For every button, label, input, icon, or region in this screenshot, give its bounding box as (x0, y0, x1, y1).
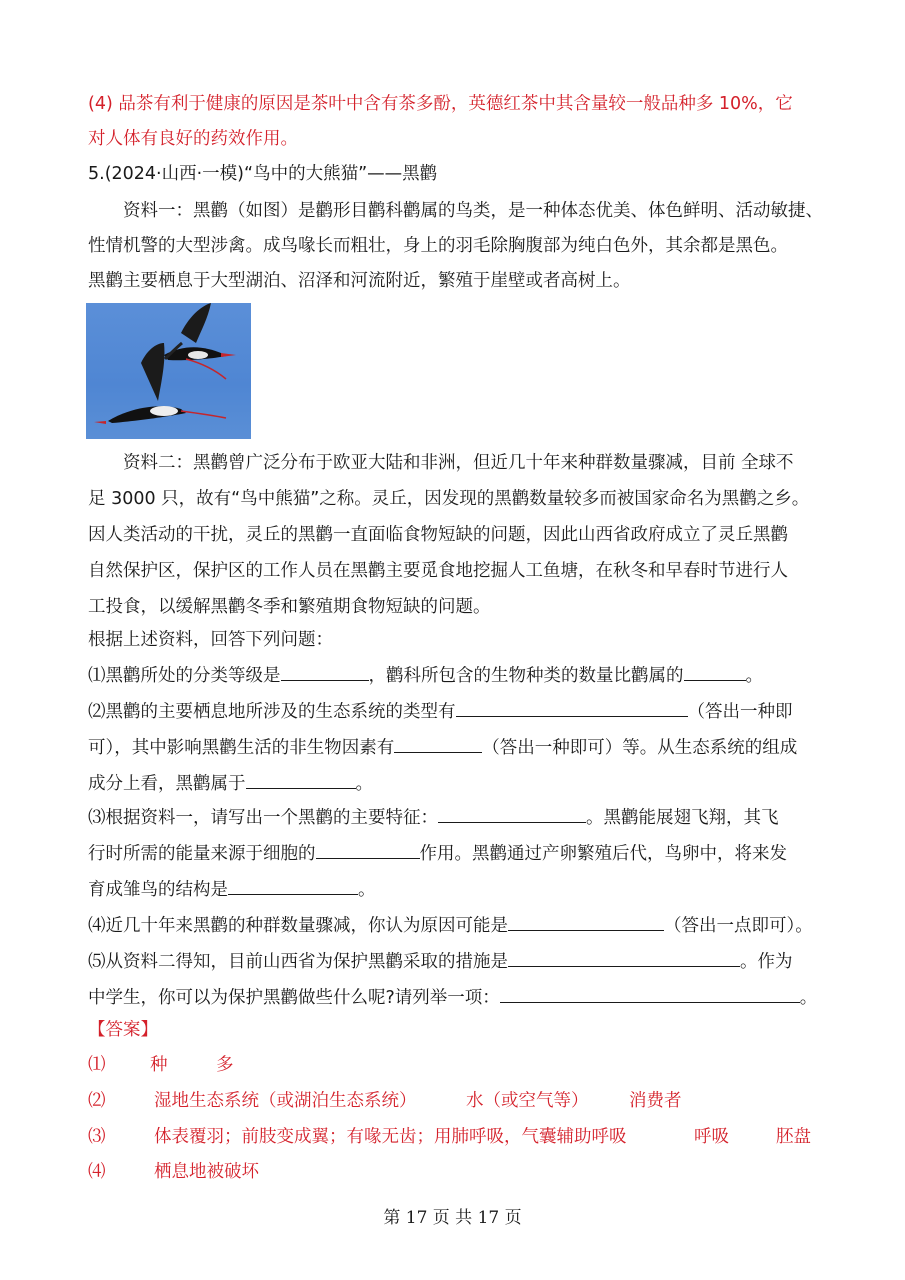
q5-blank-1[interactable] (508, 948, 740, 967)
q5-blank-2[interactable] (500, 984, 800, 1003)
material-two-line-4: 自然保护区，保护区的工作人员在黑鹳主要觅食地挖掘人工鱼塘，在秋冬和早春时节进行人 (88, 561, 788, 581)
answer-row-3-item-1: 体表覆羽；前肢变成翼；有喙无齿；用肺呼吸，气囊辅助呼吸 (154, 1127, 627, 1147)
q5-text-c: 中学生，你可以为保护黑鹳做些什么呢?请列举一项： (88, 988, 500, 1008)
material-one-line-2: 性情机警的大型涉禽。成鸟喙长而粗壮，身上的羽毛除胸腹部为纯白色外，其余都是黑色。 (88, 236, 788, 256)
upper-stork (164, 303, 236, 379)
q1-text-c: 。 (745, 666, 763, 686)
q1-blank-1[interactable] (281, 662, 369, 681)
subquestion-3-line-3 (88, 876, 823, 902)
material-two-line-5: 工投食，以缓解黑鹳冬季和繁殖期食物短缺的问题。 (88, 597, 491, 617)
subquestion-5-line-1 (88, 948, 823, 974)
answer-row-2-item-1: 湿地生态系统（或湖泊生态系统） (154, 1091, 417, 1111)
subquestion-2-line-2 (88, 734, 823, 760)
answer-row-2-item-2: 水（或空气等） (466, 1091, 589, 1111)
q3-text-b: 。黑鹳能展翅飞翔，其飞 (586, 808, 779, 828)
answer-title: 【答案】 (88, 1020, 158, 1040)
question-header: 5.(2024·山西·一模)“鸟中的大熊猫”——黑鹳 (88, 164, 438, 184)
answer-row-3-number: ⑶ (88, 1127, 106, 1147)
instruction-line: 根据上述资料，回答下列问题： (88, 630, 333, 650)
subquestion-1 (88, 662, 823, 688)
answer-row-3-item-3: 胚盘 (776, 1127, 811, 1147)
page-footer: 第 17 页 共 17 页 (383, 1208, 522, 1228)
subquestion-2-line-1 (88, 698, 823, 724)
q4-text-a: ⑷近几十年来黑鹳的种群数量骤减，你认为原因可能是 (88, 916, 508, 936)
subquestion-3-line-2 (88, 840, 823, 866)
q4-text-b: （答出一点即可）。 (664, 916, 813, 936)
subquestion-3-line-1 (88, 804, 823, 830)
material-one-line-1: 资料一：黑鹳（如图）是鹳形目鹳科鹳属的鸟类，是一种体态优美、体色鲜明、活动敏捷、 (123, 201, 823, 221)
q2-blank-1[interactable] (456, 698, 688, 717)
q5-text-d: 。 (799, 988, 818, 1008)
prev-answer-line-2: 对人体有良好的药效作用。 (88, 129, 298, 149)
material-two-line-1: 资料二：黑鹳曾广泛分布于欧亚大陆和非洲，但近几十年来种群数量骤减，目前 全球不 (123, 453, 794, 473)
q2-text-c: 可），其中影响黑鹳生活的非生物因素有 (88, 738, 395, 758)
answer-row-4-number: ⑷ (88, 1162, 106, 1182)
q3-text-e: 育成雏鸟的结构是 (88, 880, 228, 900)
answer-row-2-number: ⑵ (88, 1091, 106, 1111)
q3-text-a: ⑶根据资料一，请写出一个黑鹳的主要特征： (88, 808, 438, 828)
answer-row-4-item-1: 栖息地被破坏 (154, 1162, 259, 1182)
q2-blank-3[interactable] (246, 770, 356, 789)
q1-blank-2[interactable] (684, 662, 746, 681)
q2-text-d: （答出一种即可）等。从生态系统的组成 (482, 738, 798, 758)
q2-text-e: 成分上看，黑鹳属于 (88, 774, 246, 794)
q2-text-f: 。 (355, 774, 373, 794)
black-stork-photo (86, 303, 251, 439)
q2-text-b: （答出一种即 (687, 702, 793, 722)
q3-blank-3[interactable] (228, 876, 358, 895)
material-one-line-3: 黑鹳主要栖息于大型湖泊、沼泽和河流附近，繁殖于崖壁或者高树上。 (88, 271, 631, 291)
q5-text-b: 。作为 (740, 952, 793, 972)
q1-text-a: ⑴黑鹳所处的分类等级是 (88, 666, 281, 686)
subquestion-5-line-2 (88, 984, 823, 1010)
prev-answer-line-1: (4) 品茶有利于健康的原因是茶叶中含有茶多酚，英德红茶中其含量较一般品种多 10%，它 (88, 94, 793, 114)
answer-row-1-item-1: 种 (150, 1055, 168, 1075)
answer-row-3-item-2: 呼吸 (694, 1127, 729, 1147)
q4-blank-1[interactable] (508, 912, 664, 931)
q3-text-c: 行时所需的能量来源于细胞的 (88, 844, 316, 864)
q2-text-a: ⑵黑鹳的主要栖息地所涉及的生态系统的类型有 (88, 702, 456, 722)
q5-text-a: ⑸从资料二得知，目前山西省为保护黑鹳采取的措施是 (88, 952, 508, 972)
q3-text-f: 。 (358, 880, 376, 900)
q3-blank-1[interactable] (438, 804, 586, 823)
subquestion-4 (88, 912, 823, 938)
material-two-line-3: 因人类活动的干扰，灵丘的黑鹳一直面临食物短缺的问题，因此山西省政府成立了灵丘黑鹳 (88, 525, 788, 545)
answer-row-1-item-2: 多 (216, 1055, 234, 1075)
material-two-line-2: 足 3000 只，故有“鸟中熊猫”之称。灵丘，因发现的黑鹳数量较多而被国家命名为黑鹳之乡。 (88, 489, 810, 509)
q1-text-b: ，鹳科所包含的生物种类的数量比鹳属的 (368, 666, 684, 686)
black-stork-illustration (86, 303, 251, 439)
answer-row-2-item-3: 消费者 (629, 1091, 682, 1111)
q2-blank-2[interactable] (394, 734, 482, 753)
q3-text-d: 作用。黑鹳通过产卵繁殖后代，鸟卵中，将来发 (419, 844, 787, 864)
subquestion-2-line-3 (88, 770, 823, 796)
answer-row-1-number: ⑴ (88, 1055, 106, 1075)
q3-blank-2[interactable] (316, 840, 420, 859)
